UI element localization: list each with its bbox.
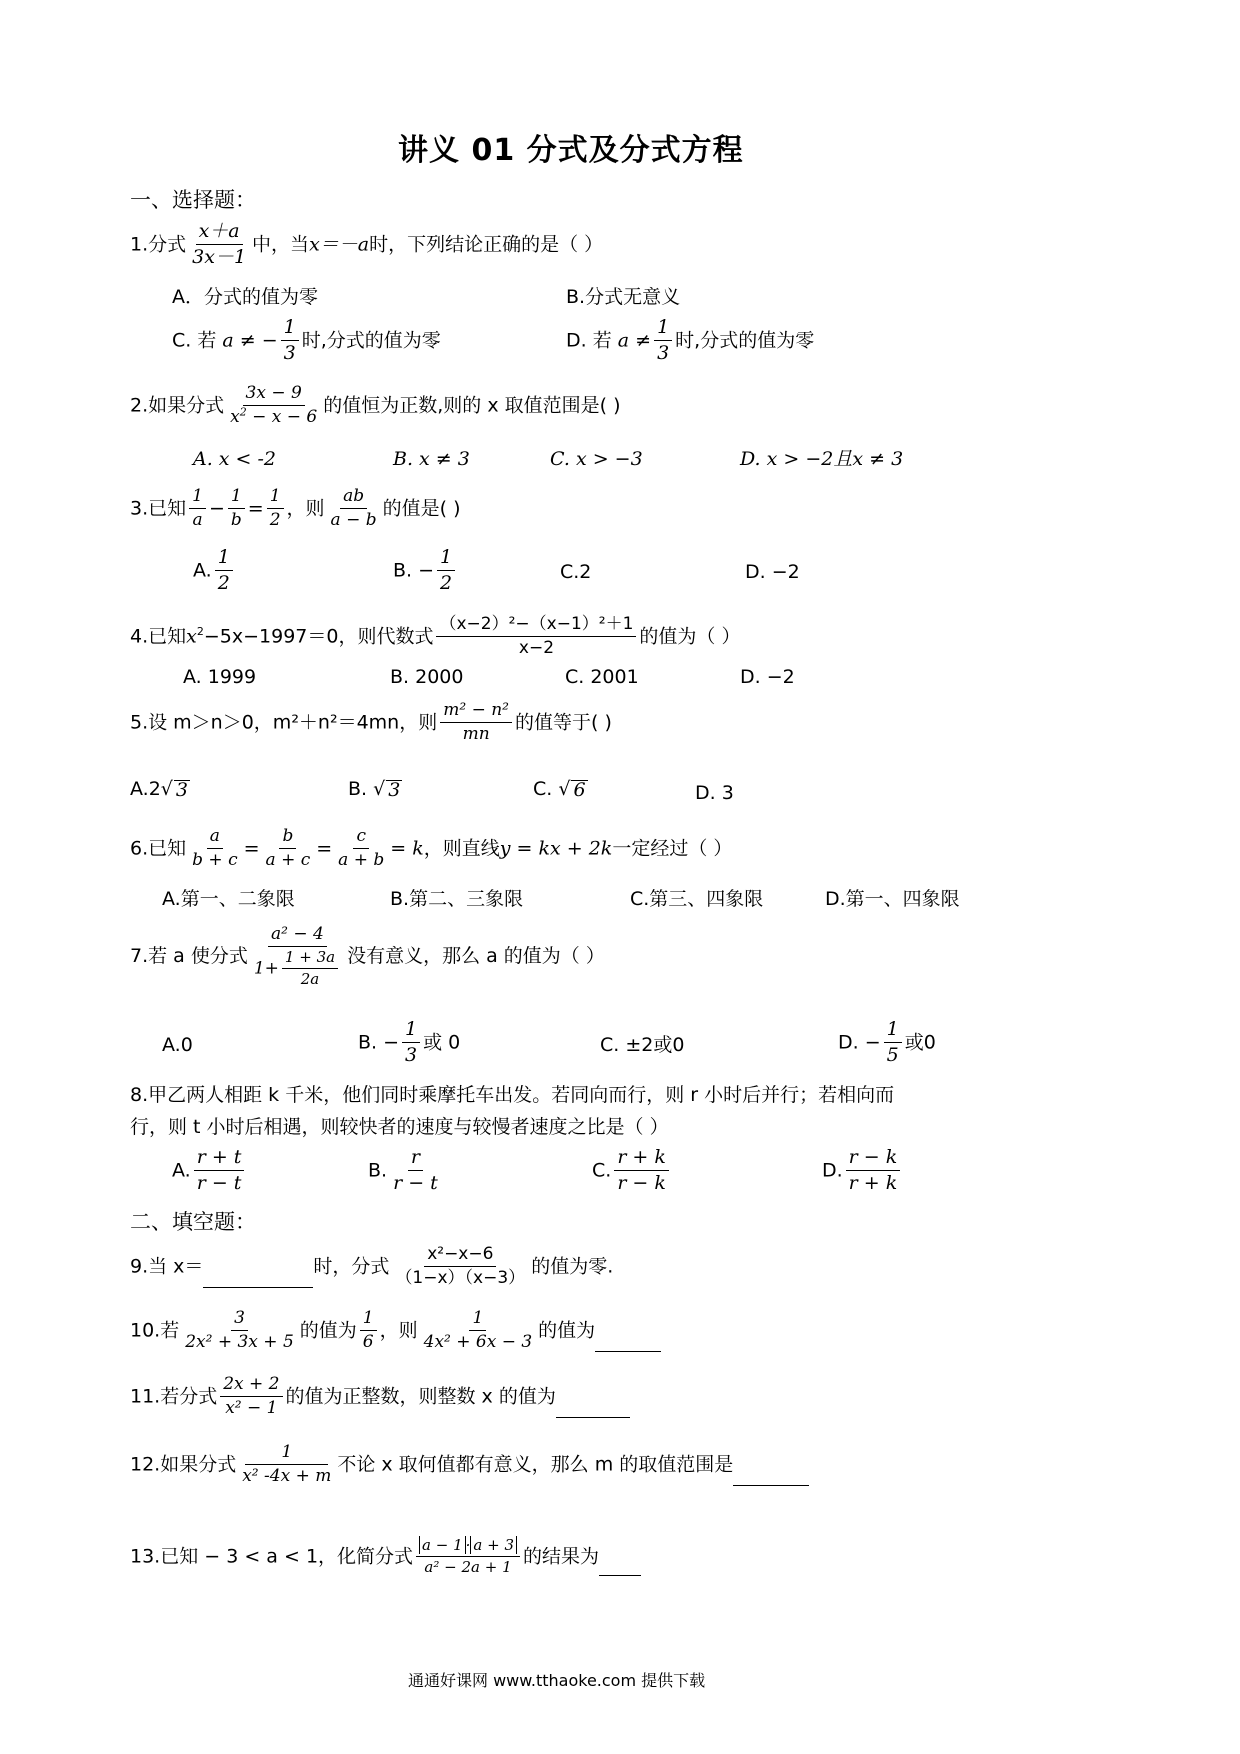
q4-option-a: A. 1999 — [183, 666, 257, 688]
q3-option-d: D. −2 — [745, 561, 800, 583]
q7-option-a: A.0 — [162, 1034, 193, 1056]
q4-option-c: C. 2001 — [565, 666, 639, 688]
q3-option-b: B. − $\frac{1}{2}$ — [393, 548, 458, 594]
section-choice-heading: 一、选择题： — [130, 188, 256, 212]
q7-option-b: B. − $\frac{1}{3}$ 或 0 — [358, 1018, 461, 1066]
q6-option-d: D.第一、四象限 — [825, 888, 960, 910]
q1-option-d: D. 若 a ≠ $\frac{1}{3}$ 时,分式的值为零 — [566, 316, 815, 364]
q8-option-c: C. $\frac{r + k}{r - k}$ — [592, 1148, 672, 1194]
q6-option-c: C.第三、四象限 — [630, 888, 764, 910]
q11-answer-blank[interactable] — [556, 1399, 630, 1418]
q5-option-b: B. √ 3 — [348, 778, 401, 801]
question-4: 4.已知$x^2-5x-1997=0$，则代数式 $\frac{\text{（x−2）²−（x−1）²＋1}}{x-2}$ 的值为（ ） — [130, 614, 741, 658]
q1-option-c: C. 若 a ≠ − $\frac{1}{3}$ 时,分式的值为零 — [172, 316, 441, 364]
q7-fraction: a² − 4 1+ $\frac{1 + 3a}{2a}$ — [251, 926, 344, 987]
q5-option-a: A.2 √ 3 — [130, 778, 188, 801]
q2-option-a: A. x < -2 — [193, 448, 277, 470]
q2-option-b: B. x ≠ 3 — [393, 448, 470, 470]
question-10: 10.若 $\frac{3}{\text{2x² + 3x + 5}}$ 的值为 $\frac{1}{6}$ ，则 $\frac{1}{\text{4x² + 6x − 3}}$ 的值为 — [130, 1310, 661, 1352]
question-6: 6.已知 $\frac{a}{b + c}$ = $\frac{b}{a + c}$ = $\frac{c}{a + b}$ = k，则直线y = kx + 2k一定经过（ ） — [130, 826, 733, 870]
q6-option-a: A.第一、二象限 — [162, 888, 295, 910]
q1-option-a: A．分式的值为零 — [172, 286, 318, 308]
q4-option-d: D. −2 — [740, 666, 795, 688]
q12-answer-blank[interactable] — [733, 1467, 809, 1486]
q3-option-c: C.2 — [560, 561, 592, 583]
q1-pre: 1.分式 — [130, 233, 187, 256]
q2-option-c: C. x > −3 — [550, 448, 643, 470]
question-2: 2.如果分式 $\frac{3x - 9}{x^2 - x - 6}$ 的值恒为正数,则的 x 取值范围是( ) — [130, 383, 621, 427]
q6-option-b: B.第二、三象限 — [390, 888, 524, 910]
q4-fraction: $\frac{\text{（x−2）²−（x−1）²＋1}}{x-2}$ — [436, 616, 636, 658]
question-7: 7.若 a 使分式 a² − 4 1+ $\frac{1 + 3a}{2a}$ 没有意义，那么 a 的值为（ ） — [130, 924, 605, 988]
q8-option-d: D. $\frac{r - k}{r + k}$ — [822, 1148, 903, 1194]
question-12: 12.如果分式 $\frac{1}{\text{x² -4x + m}}$ 不论 x 取何值都有意义，那么 m 的取值范围是 — [130, 1444, 809, 1486]
question-5: 5.设 m＞n＞0，m²＋n²＝4mn，则 $\frac{\text{m² − n²}}{mn}$ 的值等于( ) — [130, 700, 612, 744]
question-8-line-1: 8.甲乙两人相距 k 千米，他们同时乘摩托车出发。若同向而行，则 r 小时后并行；若相向而 — [130, 1084, 895, 1106]
question-1: 1.分式 $\frac{x+a}{3x-1}$ 中，当x＝－a时，下列结论正确的是（ ） — [130, 220, 604, 268]
q4-option-b: B. 2000 — [390, 666, 464, 688]
page-title: 讲义 01 分式及分式方程 — [398, 133, 744, 168]
q7-option-c: C. ±2或0 — [600, 1034, 685, 1056]
q2-option-d: D. x > −2且x ≠ 3 — [740, 448, 904, 470]
q2-fraction: $\frac{3x - 9}{x^2 - x - 6}$ — [230, 383, 318, 427]
q13-fraction: $\frac{a - 1 \cdot a + 3}{\text{a² − 2a + 1}}$ — [416, 1538, 520, 1576]
q7-option-d: D. − $\frac{1}{5}$ 或0 — [838, 1018, 936, 1066]
q5-option-d: D. 3 — [695, 782, 734, 804]
q1-fraction: $\frac{x+a}{3x-1}$ — [192, 220, 247, 268]
question-9: 9.当 x＝ 时，分式 $\frac{\text{x²−x−6}}{(1-x)(x-3)}$ 的值为零. — [130, 1244, 614, 1288]
q1-option-b: B.分式无意义 — [566, 286, 681, 308]
q9-fraction: $\frac{\text{x²−x−6}}{(1-x)(x-3)}$ — [395, 1244, 526, 1288]
question-11: 11.若分式 $\frac{2x + 2}{\text{x² − 1}}$ 的值为正整数，则整数 x 的值为 — [130, 1376, 630, 1418]
q10-answer-blank[interactable] — [595, 1333, 661, 1352]
q8-option-b: B. $\frac{r}{r - t}$ — [368, 1146, 438, 1194]
page-footer: 通通好课网 www.tthaoke.com 提供下载 — [408, 1671, 706, 1690]
question-3: 3.已知 $\frac{1}{a}$ − $\frac{1}{b}$ = $\frac{1}{2}$ ，则 $\frac{ab}{a - b}$ 的值是( ) — [130, 486, 461, 530]
q3-option-a: A. $\frac{1}{2}$ — [193, 548, 236, 594]
q13-answer-blank[interactable] — [599, 1557, 641, 1576]
q8-option-a: A. $\frac{r + t}{r - t}$ — [172, 1148, 247, 1194]
q5-option-c: C. √ 6 — [533, 778, 586, 801]
section-fill-heading: 二、填空题： — [130, 1210, 256, 1234]
question-13: 13.已知 − 3 < a < 1，化简分式 $\frac{a - 1 \cdot a + 3}{\text{a² − 2a + 1}}$ 的结果为 — [130, 1538, 641, 1576]
q9-answer-blank[interactable] — [203, 1269, 313, 1288]
question-8-line-2: 行，则 t 小时后相遇，则较快者的速度与较慢者速度之比是（ ） — [130, 1116, 669, 1138]
